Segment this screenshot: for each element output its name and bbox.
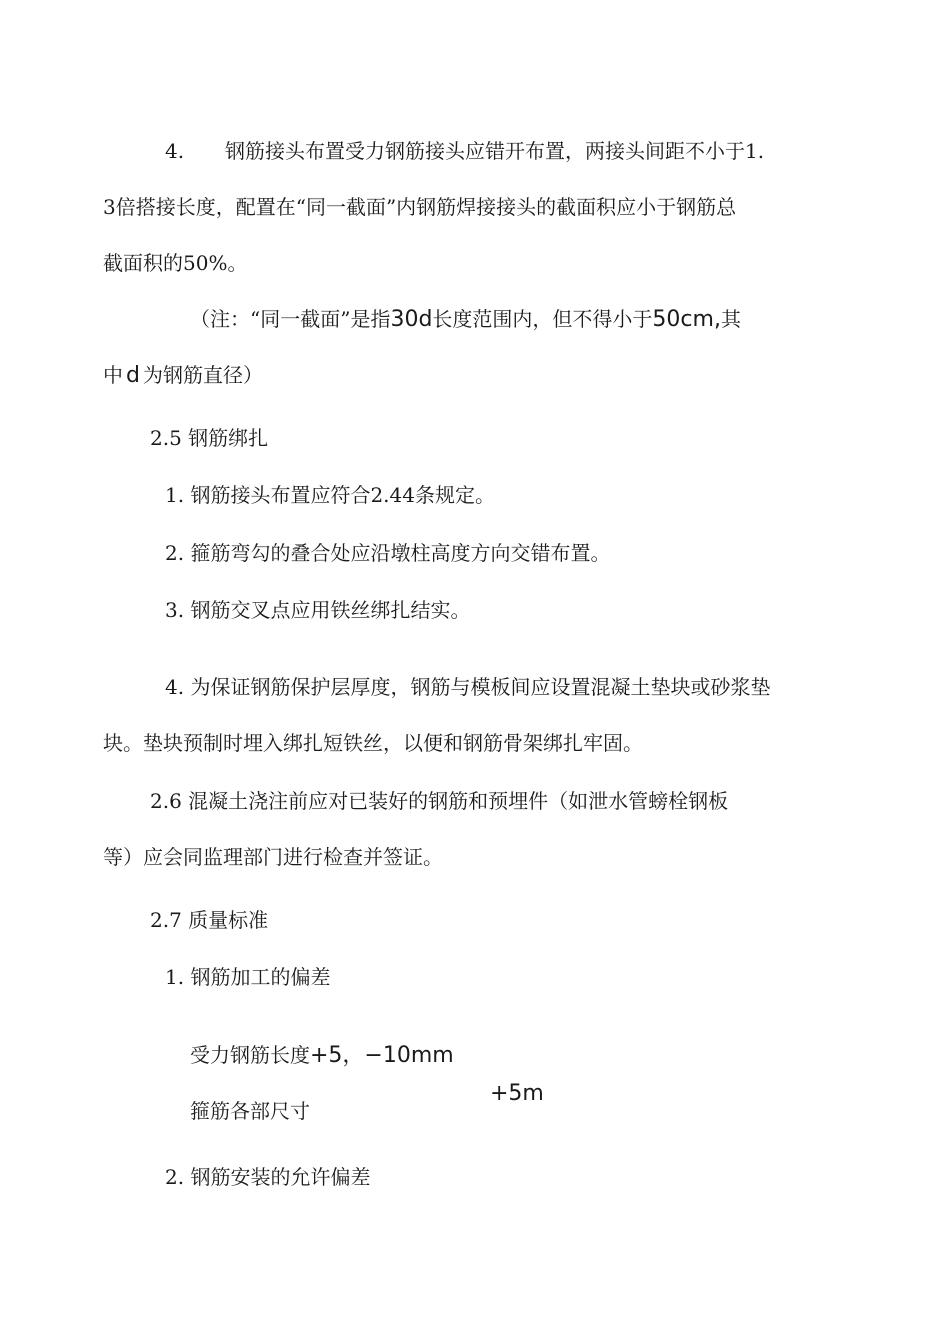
section-2-7-heading: 2.7 质量标准 — [150, 908, 269, 932]
note-text: 中 — [103, 363, 123, 387]
list-item: 2. 钢筋安装的允许偏差 — [165, 1165, 371, 1189]
section4-line2: 3倍搭接长度，配置在“同一截面”内钢筋焊接接头的截面积应小于钢筋总 — [103, 195, 737, 219]
tolerance-label-2: 箍筋各部尺寸 — [190, 1099, 310, 1123]
section4-number: 4. — [165, 139, 185, 163]
note-text: （注：“同一截面”是指 — [190, 307, 391, 331]
note-length: 30d — [390, 307, 433, 332]
tolerance-value: +5，−10mm — [310, 1043, 454, 1068]
section-2-5-heading: 2.5 钢筋绑扎 — [150, 426, 269, 450]
list-item: 2. 箍筋弯勾的叠合处应沿墩柱高度方向交错布置。 — [165, 541, 611, 565]
note-text: 长度范围内，但不得小于 — [432, 307, 653, 331]
section4-line3: 截面积的50%。 — [103, 251, 248, 275]
tolerance-row-1 — [190, 1041, 454, 1070]
tolerance-value-2: +5m — [490, 1081, 544, 1102]
note-min: 50cm, — [652, 307, 721, 332]
list-item: 1. 钢筋加工的偏差 — [165, 965, 331, 989]
list-item: 3. 钢筋交叉点应用铁丝绑扎结实。 — [165, 598, 471, 622]
section-2-6-line2: 等）应会同监理部门进行检查并签证。 — [103, 845, 443, 869]
list-item-4-line2: 块。垫块预制时埋入绑扎短铁丝，以便和钢筋骨架绑扎牢固。 — [103, 731, 643, 755]
note-line1 — [190, 305, 741, 334]
note-line2 — [103, 361, 263, 390]
list-item: 1. 钢筋接头布置应符合2.44条规定。 — [165, 483, 495, 507]
tolerance-label: 受力钢筋长度 — [190, 1043, 310, 1067]
note-text: 其 — [720, 307, 741, 331]
section-2-6-line1: 2.6 混凝土浇注前应对已装好的钢筋和预埋件（如泄水管螃栓钢板 — [150, 789, 729, 813]
list-item-4-line1: 4. 为保证钢筋保护层厚度，钢筋与模板间应设置混凝土垫块或砂浆垫 — [165, 675, 771, 699]
section4-line1: 钢筋接头布置受力钢筋接头应错开布置，两接头间距不小于1. — [225, 139, 765, 163]
note-text: 为钢筋直径） — [142, 363, 263, 387]
note-d: d — [126, 363, 140, 388]
